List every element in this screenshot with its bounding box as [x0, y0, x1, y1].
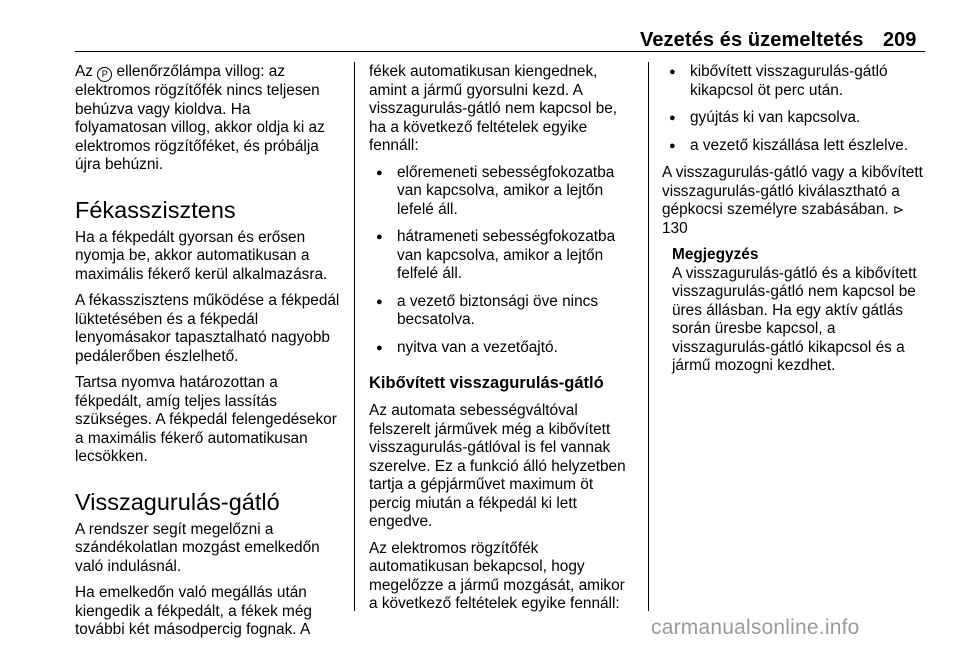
- column-divider: [354, 62, 355, 611]
- list-item: ● előremeneti sebességfokozatba van kapcsolva, amikor a lejtőn lefelé áll.: [369, 164, 637, 220]
- condition-list: [369, 164, 637, 358]
- extended-hill-hold-heading: Kibővített visszagurulás-gátló: [369, 374, 604, 392]
- column-divider: [648, 62, 649, 611]
- paragraph: Ha emelkedőn való megállás után kiengedik a fékpedált, a fékek még további két másodpercig fognak. A: [75, 584, 312, 638]
- list-item: ● a vezető kiszállása lett észlelve.: [662, 137, 930, 156]
- paragraph: A fékasszisztens működése a fékpedál lüktetésében és a fékpedál lenyomásakor tapasztalható nagyobb pedálerőben észlelhető.: [75, 292, 340, 365]
- parking-brake-paragraph: Az P ellenőrzőlámpa villog: az elektromos rögzítőfék nincs teljesen behúzva vagy kioldva. Ha folyamatosan villog, akkor oldja ki az elektromos rögzítőféket, és próbálja újra behúzni.: [75, 63, 325, 173]
- paragraph: Tartsa nyomva határozottan a fékpedált, amíg teljes lassítás szükséges. A fékpedál felengedésekor a maximális fékerő automatikusan lecsökken.: [75, 374, 337, 465]
- column-right: [662, 63, 930, 376]
- paragraph: fékek automatikusan kiengednek, amint a jármű gyorsulni kezd. A visszagurulás-gátló nem kapcsol be, ha a következő feltételek egyike fennáll:: [369, 63, 618, 154]
- note-text: A visszagurulás-gátló és a kibővített visszagurulás-gátló nem kapcsol be üres állásban. Ha egy aktív gátlás során üresbe kapcsol, a visszagurulás-gátló kikapcsol és a jármű mozogni kezdhet.: [672, 264, 917, 374]
- paragraph: A visszagurulás-gátló vagy a kibővített visszagurulás-gátló kiválasztható a gépkocsi személyre szabásában. ⊳ 130: [662, 164, 923, 237]
- page-reference-link[interactable]: 130: [662, 219, 688, 237]
- paragraph: A rendszer segít megelőzni a szándékolatlan mozgást emelkedőn való indulásnál.: [75, 520, 320, 575]
- list-item: ● kibővített visszagurulás-gátló kikapcsol öt perc után.: [662, 63, 930, 100]
- paragraph: Ha a fékpedált gyorsan és erősen nyomja be, akkor automatikusan a maximális fékerő kerül alkalmazásra.: [75, 228, 328, 283]
- column-left: [75, 63, 345, 648]
- parking-brake-warning-icon: P: [97, 67, 112, 82]
- list-item: ● hátrameneti sebességfokozatba van kapcsolva, amikor a lejtőn felfelé áll.: [369, 228, 637, 284]
- column-middle: [369, 63, 637, 622]
- paragraph: Az elektromos rögzítőfék automatikusan bekapcsol, hogy megelőzze a jármű mozgását, amikor a következő feltételek egyike fennáll:: [369, 539, 625, 612]
- condition-list: [662, 63, 930, 155]
- page-header: [0, 0, 960, 50]
- header-divider: [75, 51, 925, 52]
- brake-assist-heading: Fékasszisztens: [75, 196, 236, 223]
- paragraph: Az automata sebességváltóval felszerelt járművek még a kibővített visszagurulás-gátlóval is fel vannak szerelve. Ez a funkció álló helyzetben tartja a gépjárművet maximum öt percig miután a fékpedál ki lett engedve.: [369, 402, 626, 530]
- section-title: Vezetés és üzemeltetés: [640, 29, 864, 51]
- watermark: carmanualsonline.info: [651, 616, 860, 639]
- list-item: ● gyújtás ki van kapcsolva.: [662, 109, 930, 128]
- page-reference-icon: ⊳: [893, 202, 904, 217]
- note-box: [672, 246, 930, 376]
- note-title: Megjegyzés: [672, 246, 759, 263]
- list-item: ● a vezető biztonsági öve nincs becsatolva.: [369, 293, 637, 330]
- hill-hold-heading: Visszagurulás-gátló: [75, 488, 280, 515]
- list-item: ● nyitva van a vezetőajtó.: [369, 339, 637, 358]
- page-number: 209: [883, 29, 917, 51]
